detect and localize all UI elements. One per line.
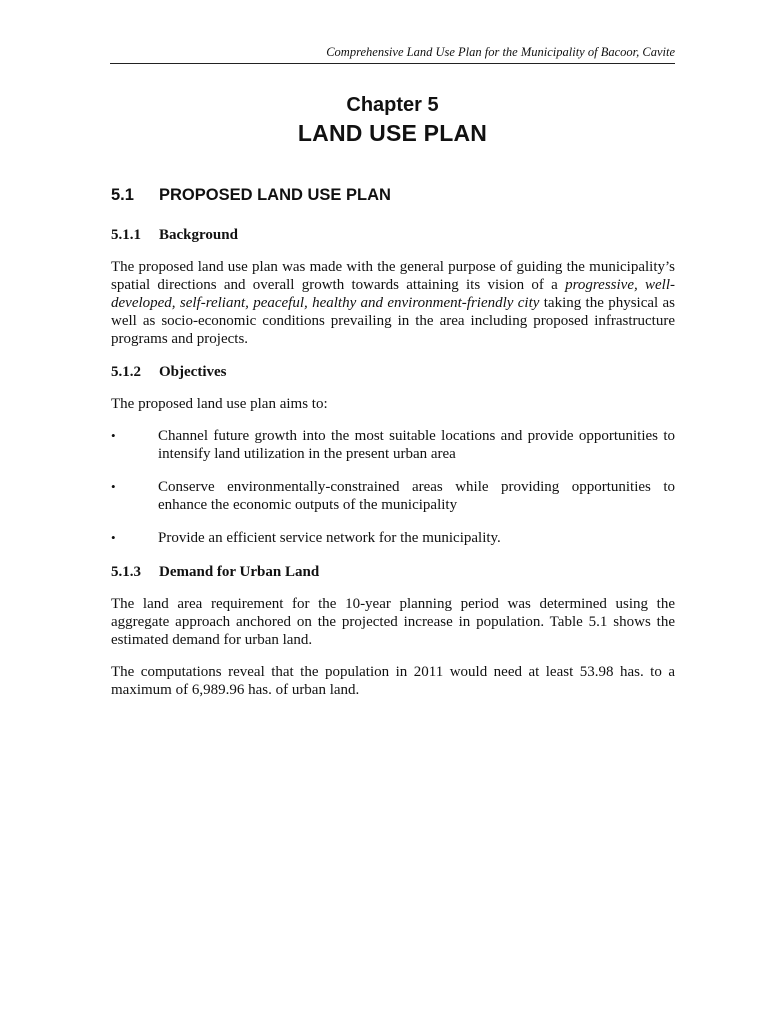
background-text-start: The proposed land use plan was made with the general purpose of guiding the municipality’s spatial directions and overall growth towards attaining its vision of a: [111, 259, 675, 293]
subsection-heading-5-1-1: [111, 225, 675, 245]
subsection-title: Background: [159, 227, 238, 243]
chapter-number: Chapter 5: [346, 94, 439, 116]
subsection-title: Objectives: [159, 364, 227, 380]
subsection-heading-5-1-2: [111, 362, 675, 382]
list-item-text: Channel future growth into the most suitable locations and provide opportunities to intensify land utilization in the present urban area: [158, 428, 675, 462]
subsection-heading-5-1-3: [111, 562, 675, 582]
chapter-title: LAND USE PLAN: [297, 120, 488, 146]
document-body: [111, 184, 675, 713]
subsection-number: 5.1.3: [111, 564, 141, 580]
list-item: [111, 529, 675, 547]
background-paragraph: [111, 258, 675, 348]
chapter-heading: [110, 92, 675, 148]
subsection-number: 5.1.1: [111, 227, 141, 243]
subsection-title: Demand for Urban Land: [159, 564, 320, 580]
list-item-text: Conserve environmentally-constrained areas while providing opportunities to enhance the economic outputs of the municipality: [158, 479, 675, 513]
bullet-icon: •: [111, 530, 116, 545]
demand-paragraph-1: The land area requirement for the 10-year planning period was determined using the aggregate approach anchored on the projected increase in population. Table 5.1 shows the estimated demand for urban land.: [111, 596, 675, 648]
subsection-number: 5.1.2: [111, 364, 141, 380]
list-item: [111, 427, 675, 463]
list-item: [111, 478, 675, 514]
section-heading-5-1: [111, 184, 675, 206]
background-text-end: taking the physical as well as socio-economic conditions prevailing in the area including proposed infrastructure programs and projects.: [111, 295, 675, 347]
section-number: 5.1: [111, 186, 134, 204]
demand-paragraph-2: The computations reveal that the population in 2011 would need at least 53.98 has. to a maximum of 6,989.96 has. of urban land.: [111, 664, 675, 698]
vision-statement: progressive, well-developed, self-reliant, peaceful, healthy and environment-friendly city: [111, 277, 676, 311]
section-title: PROPOSED LAND USE PLAN: [159, 186, 391, 204]
running-header: Comprehensive Land Use Plan for the Municipality of Bacoor, Cavite: [110, 44, 675, 64]
objectives-intro: The proposed land use plan aims to:: [111, 396, 328, 412]
bullet-icon: •: [111, 479, 116, 494]
objectives-list: [111, 427, 675, 547]
list-item-text: Provide an efficient service network for the municipality.: [158, 530, 501, 546]
bullet-icon: •: [111, 428, 116, 443]
